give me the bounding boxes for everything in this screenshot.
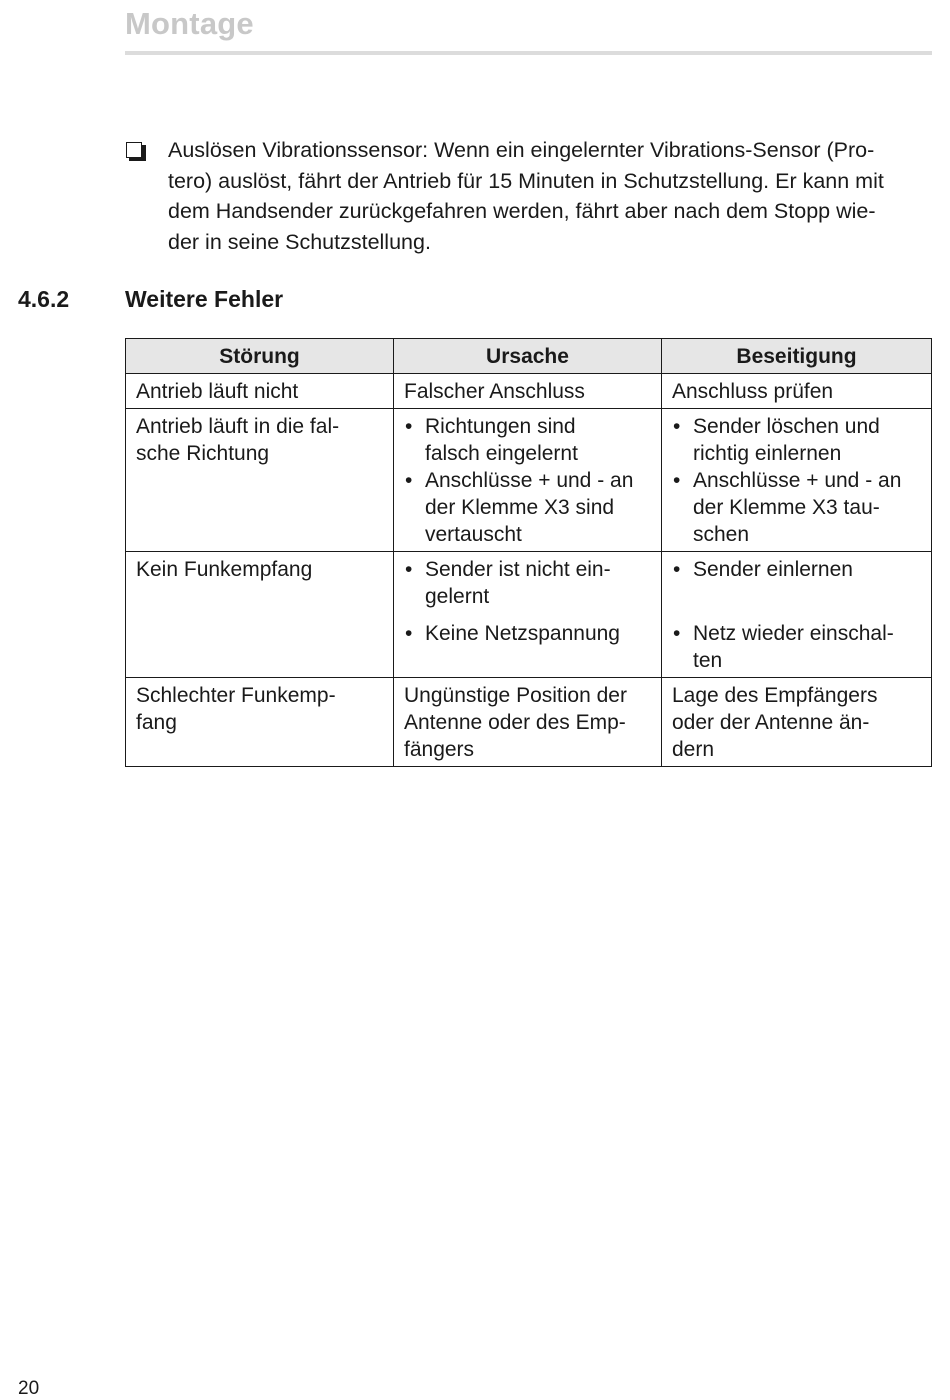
cell-line: dern [672, 738, 715, 761]
bullet-item [672, 620, 923, 674]
cell-line: Lage des Empfängers [672, 684, 878, 707]
bullet-item [672, 556, 923, 610]
cell-line: Falscher Anschluss [404, 380, 585, 403]
cell-line: • Sender einlernen [693, 558, 853, 581]
cell-line: sche Richtung [136, 442, 270, 465]
cell-line: fang [136, 711, 177, 734]
chapter-header: Montage [125, 6, 254, 41]
cell-line: Kein Funkempfang [136, 558, 313, 581]
cell-line: gelernt [425, 585, 490, 608]
header-stoerung: Störung [126, 339, 394, 374]
cell-line: • Sender ist nicht ein- [425, 558, 611, 581]
table-row [126, 678, 932, 767]
cell-stoerung [126, 552, 394, 678]
header-rule [125, 51, 932, 55]
note-line: dem Handsender zurückgefahren werden, fährt aber nach dem Stopp wie- [168, 199, 876, 223]
bullet-item [404, 467, 653, 548]
cell-line: vertauscht [425, 523, 522, 546]
cell-ursache [394, 678, 662, 767]
cell-line: schen [693, 523, 750, 546]
cell-line: Ungünstige Position der [404, 684, 627, 707]
bullet-item [672, 413, 923, 467]
checkbox-icon [126, 142, 142, 158]
cell-line: oder der Antenne än- [672, 711, 870, 734]
table-row [126, 552, 932, 678]
header-ursache: Ursache [394, 339, 662, 374]
cell-stoerung [126, 374, 394, 409]
cell-line: der Klemme X3 sind [425, 496, 615, 519]
note-line: tero) auslöst, fährt der Antrieb für 15 Minuten in Schutzstellung. Er kann mit [168, 168, 884, 193]
vibration-sensor-note [168, 135, 934, 257]
page-number: 20 [18, 1378, 40, 1399]
bullet-item [672, 467, 923, 548]
error-table [125, 338, 932, 767]
cell-line: Antrieb läuft in die fal- [136, 415, 340, 438]
cell-ursache [394, 374, 662, 409]
cell-line: • Anschlüsse + und - an [693, 469, 902, 492]
cell-line: ten [693, 649, 723, 672]
header-beseitigung: Beseitigung [662, 339, 932, 374]
table-header-row [126, 339, 932, 374]
note-line: der in seine Schutzstellung. [168, 229, 431, 254]
cell-line: • Netz wieder einschal- [693, 622, 894, 645]
table-row [126, 409, 932, 552]
section-number: 4.6.2 [18, 286, 70, 312]
cell-beseitigung [662, 678, 932, 767]
cell-stoerung [126, 678, 394, 767]
bullet-item [404, 556, 653, 610]
cell-line: richtig einlernen [693, 442, 842, 465]
cell-beseitigung [662, 374, 932, 409]
cell-beseitigung [662, 552, 932, 678]
bullet-item [404, 620, 653, 647]
cell-line [693, 583, 923, 610]
note-line: Auslösen Vibrationssensor: Wenn ein eingelernter Vibrations-Sensor (Pro- [168, 138, 875, 162]
cell-line: der Klemme X3 tau- [693, 496, 880, 519]
section-title: Weitere Fehler [125, 286, 284, 312]
cell-line: Anschluss prüfen [672, 380, 834, 403]
cell-stoerung [126, 409, 394, 552]
cell-line: • Richtungen sind [425, 415, 576, 438]
cell-line: falsch eingelernt [425, 442, 578, 465]
cell-line: Schlechter Funkemp- [136, 684, 336, 707]
bullet-item [404, 413, 653, 467]
cell-line: fängers [404, 738, 475, 761]
cell-line: Antenne oder des Emp- [404, 711, 626, 734]
cell-line: Antrieb läuft nicht [136, 380, 299, 403]
bullet-list [404, 556, 653, 647]
table-row [126, 374, 932, 409]
cell-line: • Sender löschen und [693, 415, 880, 438]
cell-line: • Anschlüsse + und - an [425, 469, 634, 492]
cell-beseitigung [662, 409, 932, 552]
cell-ursache [394, 552, 662, 678]
bullet-list [672, 556, 923, 674]
bullet-list [672, 413, 923, 548]
bullet-list [404, 413, 653, 548]
cell-ursache [394, 409, 662, 552]
cell-line: • Keine Netzspannung [425, 622, 620, 645]
